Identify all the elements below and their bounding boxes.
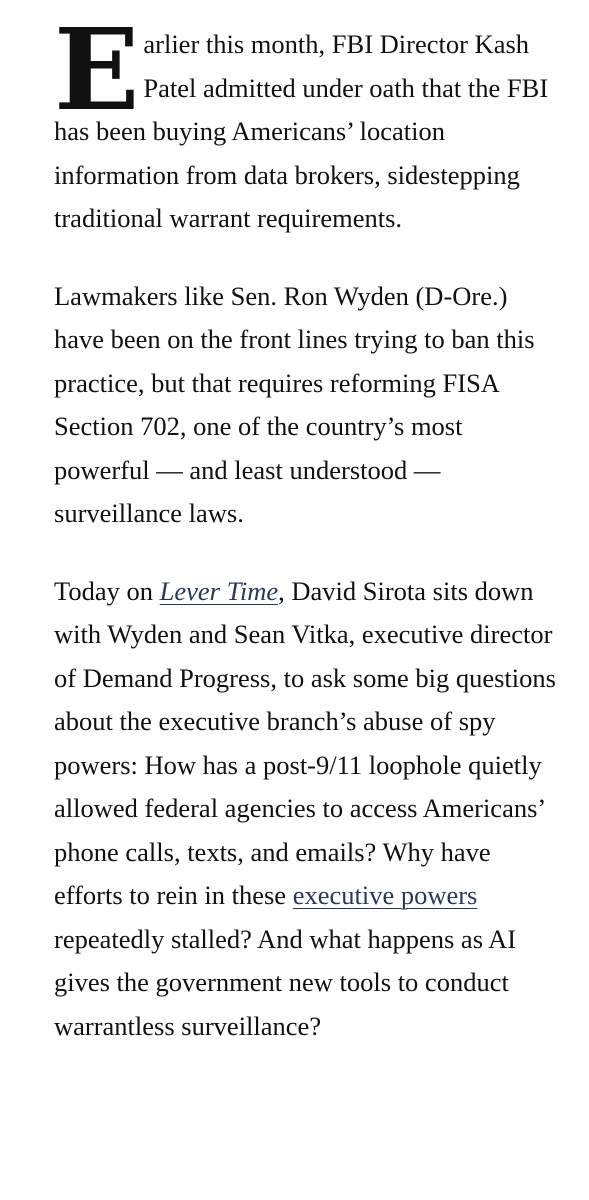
paragraph-1-text: arlier this month, FBI Director Kash Patel admitted under oath that the FBI has been buying Americans’ location information from data brokers, sidestepping traditional warrant requirements.	[54, 29, 549, 233]
paragraph-3-text-middle: , David Sirota sits down with Wyden and Sean Vitka, executive director of Demand Progress, to ask some big questions about the executive branch’s abuse of spy powers: How has a post-9/11 loophole quietly allowed federal agencies to access Americans’ phone calls, texts, and emails? Why have efforts to rein in these	[54, 575, 556, 910]
paragraph-3	[54, 570, 559, 1049]
paragraph-1	[54, 5, 559, 241]
lever-time-link[interactable]: Lever Time	[159, 575, 279, 606]
executive-powers-link[interactable]: executive powers	[292, 880, 478, 910]
paragraph-3-text-end: repeatedly stalled? And what happens as AI gives the government new tools to conduct warrantless surveillance?	[54, 923, 517, 1041]
paragraph-3-text-start: Today on	[54, 575, 160, 606]
drop-cap: E	[54, 5, 140, 136]
paragraph-2-text: Lawmakers like Sen. Ron Wyden (D-Ore.) have been on the front lines trying to ban this practice, but that requires reforming FISA Section 702, one of the country’s most powerful — and least understood — surveillance laws.	[54, 280, 535, 528]
paragraph-2	[54, 275, 559, 536]
